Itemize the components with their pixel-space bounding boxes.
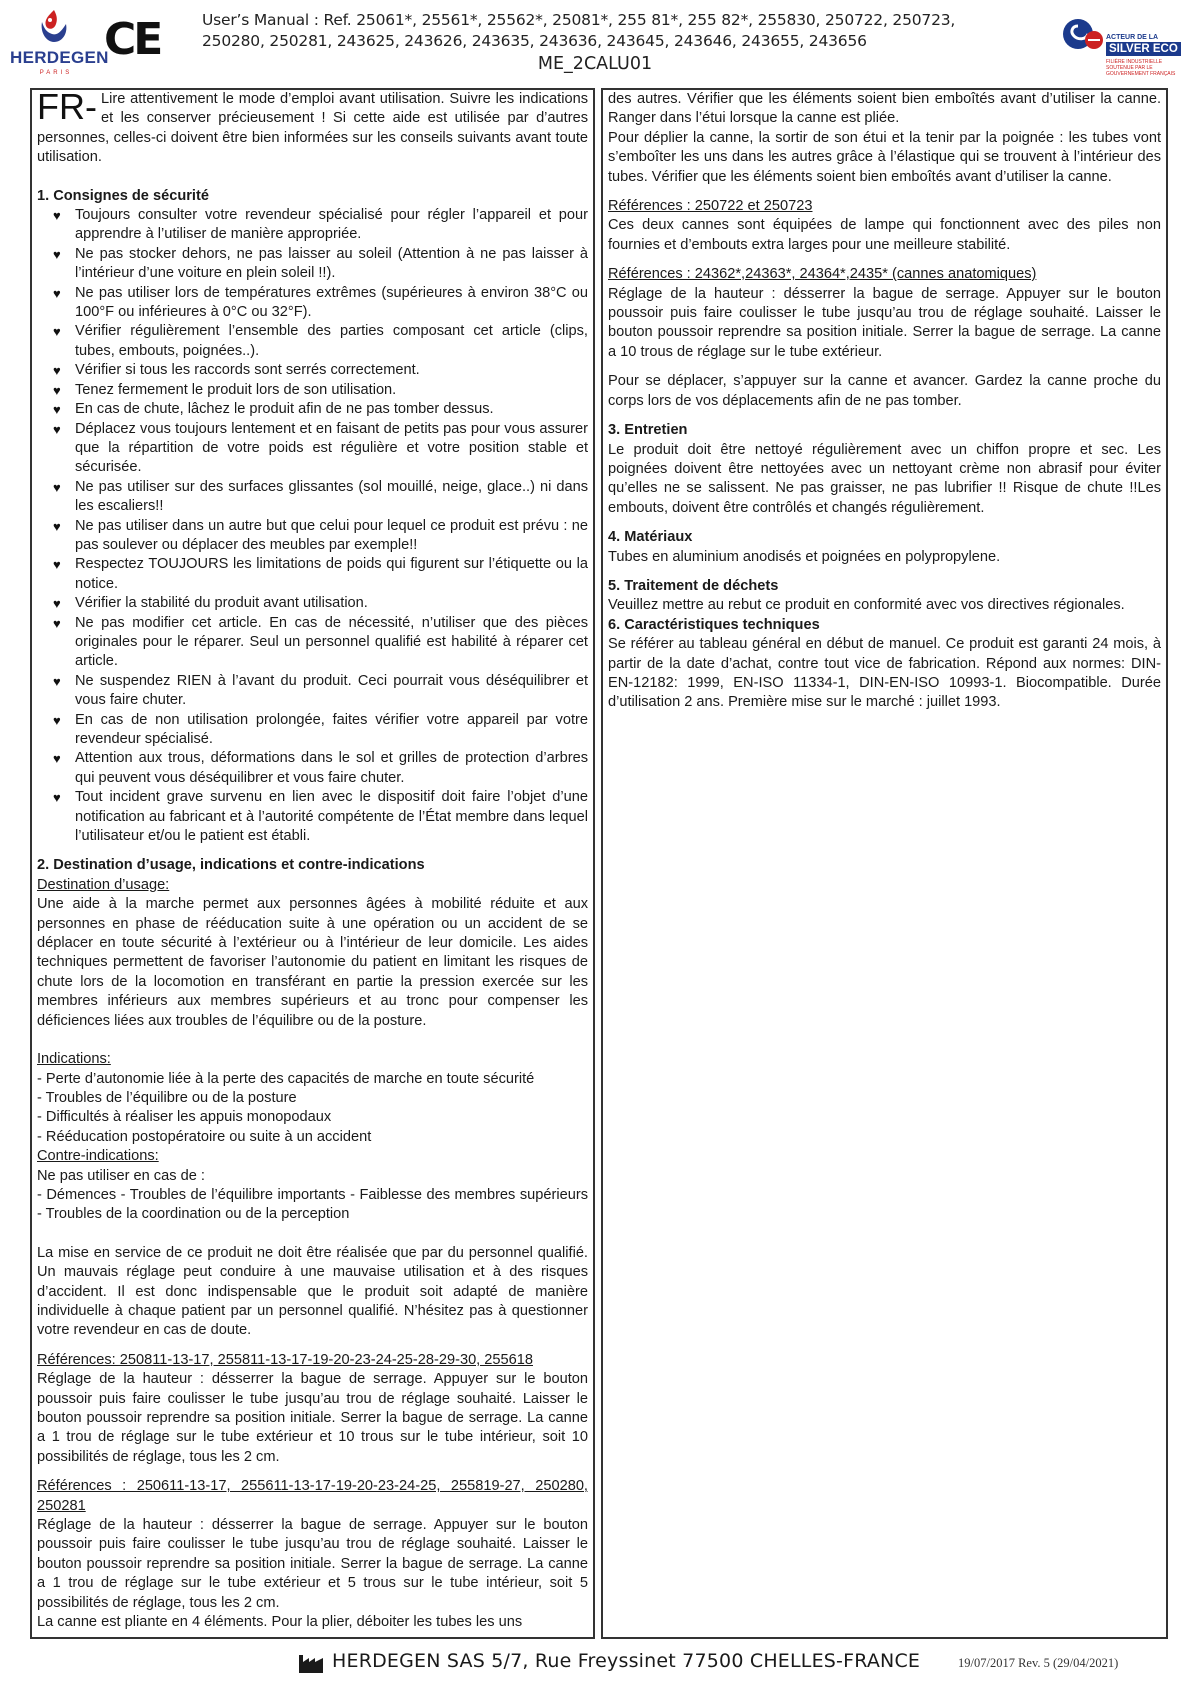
section-5-title: 5. Traitement de déchets [608, 577, 779, 594]
indication-item: - Perte d’autonomie liée à la perte des capacités de marche en toute sécurité [37, 1070, 535, 1087]
factory-icon [298, 1652, 324, 1674]
indications-label: Indications: [37, 1051, 111, 1068]
heart-bullet-icon: ♥ [53, 790, 61, 806]
silver-eco-main: SILVER ECO [1106, 42, 1181, 56]
page-header [0, 0, 1190, 88]
contra-label: Contre-indications: [37, 1148, 159, 1165]
destination-text: Une aide à la marche permet aux personnes âgées à mobilité réduite et aux personnes en phase de rééducation suite à une opération ou un accident de se déplacer en toute sécurité à l’extérieur ou à l’intérieur de leur domicile. Les aides techniques permettent de favoriser l’autonomie du patient en limitant les risques de chute lors de la locomotion en transférant en partie la pression exercée sur les membres inférieurs aux membres supérieurs et au tronc pour compenser les déficiences liées aux troubles de l’équilibre ou de la posture. [37, 896, 588, 1029]
heart-bullet-icon: ♥ [53, 557, 61, 573]
heart-bullet-icon: ♥ [53, 596, 61, 612]
heart-bullet-icon: ♥ [53, 324, 61, 340]
ref3-text: Ces deux cannes sont équipées de lampe qui fonctionnent avec des piles non fournies et d’embouts extra larges pour une meilleure stabilité. [608, 217, 1161, 253]
language-code: FR- [37, 86, 97, 127]
manual-code: ME_2CALU01 [537, 54, 653, 74]
list-item: ♥ Respectez TOUJOURS les limitations de poids qui figurent sur l’étiquette ou la notice. [53, 556, 588, 592]
list-item: ♥ Ne pas utiliser sur des surfaces glissantes (sol mouillé, neige, glace..) ni dans les escaliers!! [53, 478, 588, 515]
heart-bullet-icon: ♥ [53, 208, 61, 224]
contra-intro: Ne pas utiliser en cas de : [37, 1167, 205, 1184]
herdegen-emblem-icon [34, 8, 74, 48]
list-item: ♥ Tenez fermement le produit lors de son utilisation. [75, 381, 588, 400]
list-item: ♥ En cas de chute, lâchez le produit afin de ne pas tomber dessus. [75, 400, 588, 419]
section-3-text: Le produit doit être nettoyé régulièrement avec un chiffon propre et sec. Les poignées doivent être nettoyées avec un nettoyant crème non abrasif pour éviter qu’elles ne se salissent. Ne pas graisser, ne pas lubrifier !! Risque de chute !!Les embouts, doivent être contrôlés et changés régulièrement. [608, 441, 1161, 516]
list-item: ♥ En cas de non utilisation prolongée, faites vérifier votre appareil par votre revendeur spécialisé. [53, 711, 588, 747]
ref3-label: Références : 250722 et 250723 [608, 198, 813, 215]
heart-bullet-icon: ♥ [53, 615, 61, 631]
section-4-text: Tubes en aluminium anodisés et poignées en polypropylene. [608, 548, 1001, 565]
page-footer [0, 1648, 1190, 1678]
heart-bullet-icon: ♥ [53, 421, 61, 437]
heart-bullet-icon: ♥ [53, 402, 61, 418]
list-item: ♥ Ne pas modifier cet article. En cas de nécessité, n’utiliser que des pièces originales pour le réparer. Seul un personnel qualifié est habilité à réparer cet article. [53, 614, 588, 670]
ref2-fold-text: La canne est pliante en 4 éléments. Pour la plier, déboiter les tubes les uns [37, 1614, 523, 1631]
list-item: ♥ Toujours consulter votre revendeur spécialisé pour régler l’appareil et pour apprendre à l’utiliser de manière appropriée. [53, 207, 588, 243]
section-3-title: 3. Entretien [608, 422, 688, 439]
safety-list [37, 206, 588, 846]
indication-item: - Difficultés à réaliser les appuis monopodaux [37, 1109, 332, 1126]
ref4-label: Références : 24362*,24363*, 24364*,2435* (cannes anatomiques) [608, 266, 1037, 283]
list-item: ♥ Tout incident grave survenu en lien avec le dispositif doit faire l’objet d’une notification au fabricant et à l’autorité compétente de l’État membre dans lequel l’utilisateur et/ou le patient est établi. [53, 789, 588, 845]
section-4-title: 4. Matériaux [608, 529, 693, 546]
heart-bullet-icon: ♥ [53, 246, 61, 262]
heart-bullet-icon: ♥ [53, 285, 61, 301]
ref4-text: Réglage de la hauteur : désserrer la bague de serrage. Appuyer sur le bouton poussoir puis faire coulisser le tube jusqu’au trou de réglage souhaité. Laisser le bouton poussoir reprendre sa position initiale. Serrer la bague de serrage. La canne a 10 trous de réglage sur le tube extérieur. [608, 285, 1161, 360]
move-text: Pour se déplacer, s’appuyer sur la canne et avancer. Gardez la canne proche du corps lors de vos déplacements afin de ne pas tomber. [608, 373, 1161, 409]
section-6-text: Se référer au tableau général en début de manuel. Ce produit est garanti 24 mois, à partir de la date d’achat, contre tout vice de fabrication. Répond aux normes: DIN-EN-12182: 1999, EN-ISO 11334-1, DIN-EN-ISO 10993-1. Biocompatible. Durée d’utilisation 2 ans. Première mise sur le marché : juillet 1993. [608, 636, 1161, 711]
destination-label: Destination d’usage: [37, 876, 170, 893]
silver-eco-top: ACTEUR DE LA [1106, 34, 1159, 41]
manual-references: User’s Manual : Ref. 25061*, 25561*, 25562*, 25081*, 255 81*, 255 82*, 255830, 250722, 250723, 250280, 250281, 243625, 243626, 243635, 243636, 243645, 243646, 243655, 243656 [202, 11, 956, 50]
list-item: ♥ Ne pas utiliser dans un autre but que celui pour lequel ce produit est prévu : ne pas soulever ou déplacer des meubles par exemple!! [53, 517, 588, 553]
heart-bullet-icon: ♥ [53, 751, 61, 767]
list-item: ♥ Vérifier la stabilité du produit avant utilisation. [75, 594, 588, 613]
fold-continuation: des autres. Vérifier que les éléments soient bien emboîtés avant d’utiliser la canne. Ranger dans l’étui lorsque la canne est pliée. [608, 91, 1161, 127]
list-item: ♥ Attention aux trous, déformations dans le sol et grilles de protection d’arbres qui peuvent vous déséquilibrer et vous faire chuter. [53, 750, 588, 786]
ce-mark: CE [104, 14, 161, 65]
ref1-text: Réglage de la hauteur : désserrer la bague de serrage. Appuyer sur le bouton poussoir puis faire coulisser le tube jusqu’au trou de réglage souhaité. Laisser le bouton poussoir reprendre sa position initiale. Serrer la bague de serrage. La canne a 1 trou de réglage sur le tube extérieur et 10 trous sur le tube intérieur, soit 10 possibilités de réglage, tous les 2 cm. [37, 1371, 588, 1465]
manufacturer-address: HERDEGEN SAS 5/7, Rue Freyssinet 77500 CHELLES-FRANCE [332, 1650, 921, 1672]
silver-eco-emblem-icon [1062, 16, 1104, 56]
list-item: ♥ Ne suspendez RIEN à l’avant du produit. Ceci pourrait vous déséquilibrer et vous faire chuter. [53, 672, 588, 709]
heart-bullet-icon: ♥ [53, 382, 61, 398]
left-column [30, 88, 595, 1639]
brand-name: HERDEGEN [10, 48, 109, 67]
heart-bullet-icon: ♥ [53, 673, 61, 689]
brand-city: PARIS [39, 70, 73, 76]
heart-bullet-icon: ♥ [53, 712, 61, 728]
intro-text: Lire attentivement le mode d’emploi avant utilisation. Suivre les indications et les conserver précieusement ! Si cette aide est utilisée par d’autres personnes, celles-ci doivent être bien informées sur les conseils suivants avant toute utilisation. [37, 91, 588, 166]
list-item: ♥ Ne pas stocker dehors, ne pas laisser au soleil (Attention à ne pas laisser à l’intérieur d’une voiture en plein soleil !!). [53, 245, 588, 282]
list-item: ♥ Ne pas utiliser lors de températures extrêmes (supérieures à environ 38°C ou 100°F ou inférieures à 0°C ou 32°F). [53, 284, 588, 321]
heart-bullet-icon: ♥ [53, 518, 61, 534]
indication-item: - Troubles de l’équilibre ou de la posture [37, 1089, 297, 1106]
ref2-label: Références : 250611-13-17, 255611-13-17-19-20-23-24-25, 255819-27, 250280, 250281 [37, 1478, 588, 1514]
commissioning-text: La mise en service de ce produit ne doit être réalisée que par du personnel qualifié. Un mauvais réglage peut conduire à une mauvaise utilisation et à des risques d’accident. Il est donc indispensable que le produit soit adapté de manière individuelle à chaque patient par un personnel qualifié. N’hésitez pas à questionner votre revendeur en cas de doute. [37, 1244, 588, 1339]
list-item: ♥ Déplacez vous toujours lentement et en faisant de petits pas pour vous assurer que la répartition de votre poids est régulière et votre position stable et sécurisée. [53, 420, 588, 476]
section-2-title: 2. Destination d’usage, indications et contre-indications [37, 857, 425, 874]
heart-bullet-icon: ♥ [53, 479, 61, 495]
contra-text: - Démences - Troubles de l’équilibre importants - Faiblesse des membres supérieurs - Troubles de la coordination ou de la perception [37, 1186, 588, 1223]
revision-date: 19/07/2017 Rev. 5 (29/04/2021) [958, 1656, 1119, 1670]
ref1-label: Références: 250811-13-17, 255811-13-17-19-20-23-24-25-28-29-30, 255618 [37, 1351, 533, 1368]
ref2-text: Réglage de la hauteur : désserrer la bague de serrage. Appuyer sur le bouton poussoir puis faire coulisser le tube jusqu’au trou de réglage souhaité. Laisser le bouton poussoir reprendre sa position initiale. Serrer la bague de serrage. La canne a 1 trou de réglage sur le tube extérieur et 5 trous sur le tube intérieur, soit 5 possibilités de réglage, tous les 2 cm. [37, 1517, 588, 1611]
silver-eco-logo [1062, 16, 1184, 76]
unfold-text: Pour déplier la canne, la sortir de son étui et la tenir par la poignée : les tubes vont s’emboîter les uns dans les autres grâce à l’élastique qui se trouvent à l’intérieur des tubes. Vérifier que les éléments soient bien emboîtés avant d’utiliser la canne. [608, 129, 1161, 185]
section-5-text: Veuillez mettre au rebut ce produit en conformité avec vos directives régionales. [608, 597, 1125, 614]
heart-bullet-icon: ♥ [53, 363, 61, 379]
intro-block [37, 86, 588, 168]
silver-eco-sub: FILIÈRE INDUSTRIELLE SOUTENUE PAR LE GOUVERNEMENT FRANÇAIS [1106, 59, 1176, 77]
list-item: ♥ Vérifier si tous les raccords sont serrés correctement. [75, 361, 588, 380]
right-column [601, 88, 1168, 1639]
list-item: ♥ Vérifier régulièrement l’ensemble des parties composant cet article (clips, tubes, embouts, poignées..). [53, 323, 588, 359]
section-6-title: 6. Caractéristiques techniques [608, 616, 820, 633]
indication-item: - Rééducation postopératoire ou suite à un accident [37, 1128, 372, 1145]
section-1-title: 1. Consignes de sécurité [37, 187, 209, 204]
